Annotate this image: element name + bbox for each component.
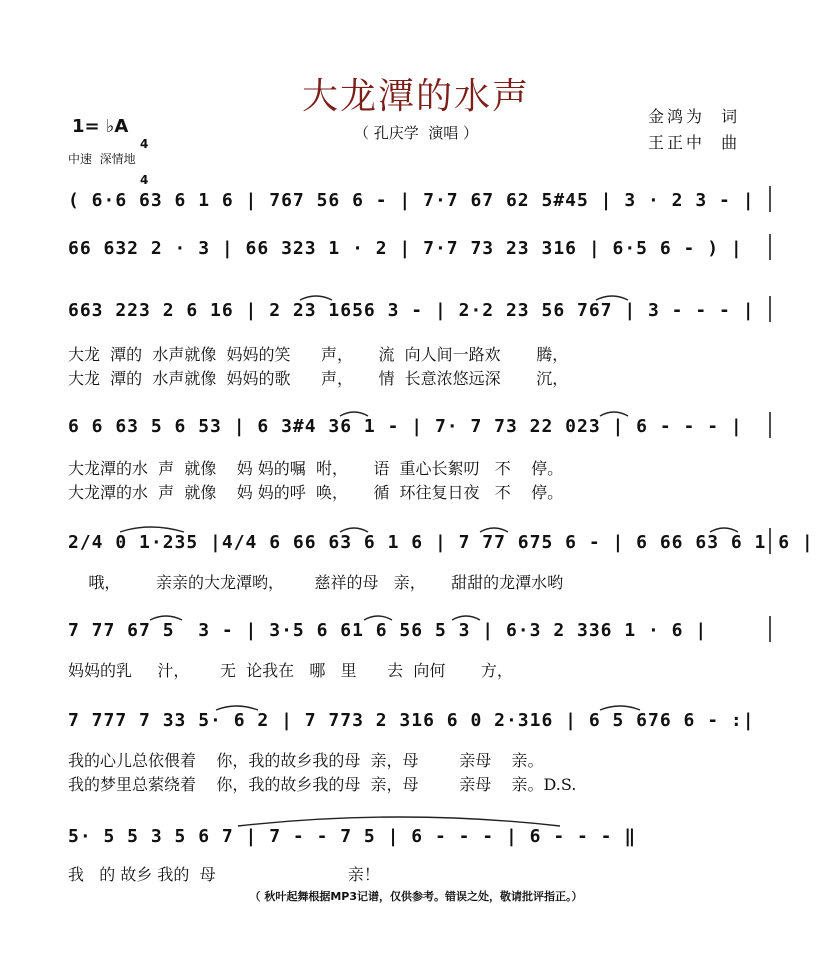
key-signature: 1= ♭A: [72, 116, 129, 137]
composer-credit: 王正中 曲: [648, 133, 741, 152]
slur-arc: [340, 412, 368, 416]
lyric-line: 我的心儿总依偎着 你，我的故乡我的母 亲，母 亲母 亲。: [68, 751, 544, 770]
staff-line: 66 632 2 · 3 | 66 323 1 · 2 | 7·7 73 23 316 | 6·5 6 - ) |: [68, 238, 743, 259]
lyric-line: 大龙潭的水 声 就像 妈 妈的嘱 咐， 语 重心长絮叨 不 停。: [68, 459, 564, 478]
lyric-line: 我 的 故乡 我的 母 亲！: [68, 865, 380, 884]
slur-arc: [150, 616, 182, 620]
slur-arc: [300, 296, 332, 300]
staff-line: 7 77 67 5 3 - | 3·5 6 61 6 56 5 3 | 6·3 2 336 1 · 6 |: [68, 620, 708, 641]
lyric-line: 哦， 亲亲的大龙潭哟， 慈祥的母 亲， 甜甜的龙潭水哟: [68, 573, 564, 592]
lyric-line: 大龙 潭的 水声就像 妈妈的歌 声， 情 长意浓悠远深 沉，: [68, 369, 569, 388]
slur-arc: [120, 527, 184, 532]
slur-arc: [238, 817, 560, 826]
time-signature-bottom: 4: [140, 173, 149, 187]
singer-credit: （ 孔庆学 演唱 ）: [353, 124, 479, 142]
lyric-line: 大龙潭的水 声 就像 妈 妈的呼 唤， 循 环往复日夜 不 停。: [68, 483, 564, 502]
slur-arc: [600, 706, 640, 710]
song-title: 大龙潭的水声: [301, 76, 530, 117]
footnote: （ 秋叶起舞根据MP3记谱，仅供参考。错误之处，敬请批评指正。）: [249, 890, 583, 903]
staff-line: 7 777 7 33 5· 6 2 | 7 773 2 316 6 0 2·316 | 6 5 676 6 - :|: [68, 710, 755, 731]
staff-line: 5· 5 5 3 5 6 7 | 7 - - 7 5 | 6 - - - | 6 - - - ‖: [68, 826, 637, 847]
lyric-line: 大龙 潭的 水声就像 妈妈的笑 声， 流 向人间一路欢 腾，: [68, 345, 569, 364]
lyricist-credit: 金鸿为 词: [648, 107, 741, 126]
time-signature-top: 4: [140, 137, 149, 151]
slur-arc: [216, 706, 258, 710]
lyric-line: 我的梦里总萦绕着 你，我的故乡我的母 亲，母 亲母 亲。D.S.: [68, 775, 577, 794]
tempo-marking: 中速 深情地: [68, 152, 136, 166]
slur-arc: [480, 528, 508, 532]
slur-arc: [596, 296, 628, 300]
slur-arc: [710, 528, 738, 532]
staff-line: 6 6 63 5 6 53 | 6 3#4 36 1 - | 7· 7 73 22 023 | 6 - - - |: [68, 416, 743, 437]
staff-line: 663 223 2 6 16 | 2 23 1656 3 - | 2·2 23 56 767 | 3 - - - |: [68, 300, 755, 321]
slur-arc: [340, 528, 368, 532]
lyric-line: 妈妈的乳 汁， 无 论我在 哪 里 去 向何 方，: [68, 661, 513, 680]
slur-arc: [364, 616, 392, 620]
staff-line: 2/4 0 1·235 |4/4 6 66 63 6 1 6 | 7 77 675 6 - | 6 66 63 6 1 6 |: [68, 532, 814, 553]
staff-line: ( 6·6 63 6 1 6 | 767 56 6 - | 7·7 67 62 5#45 | 3 · 2 3 - |: [68, 190, 755, 211]
slur-arc: [600, 412, 628, 416]
slur-arc: [452, 616, 480, 620]
